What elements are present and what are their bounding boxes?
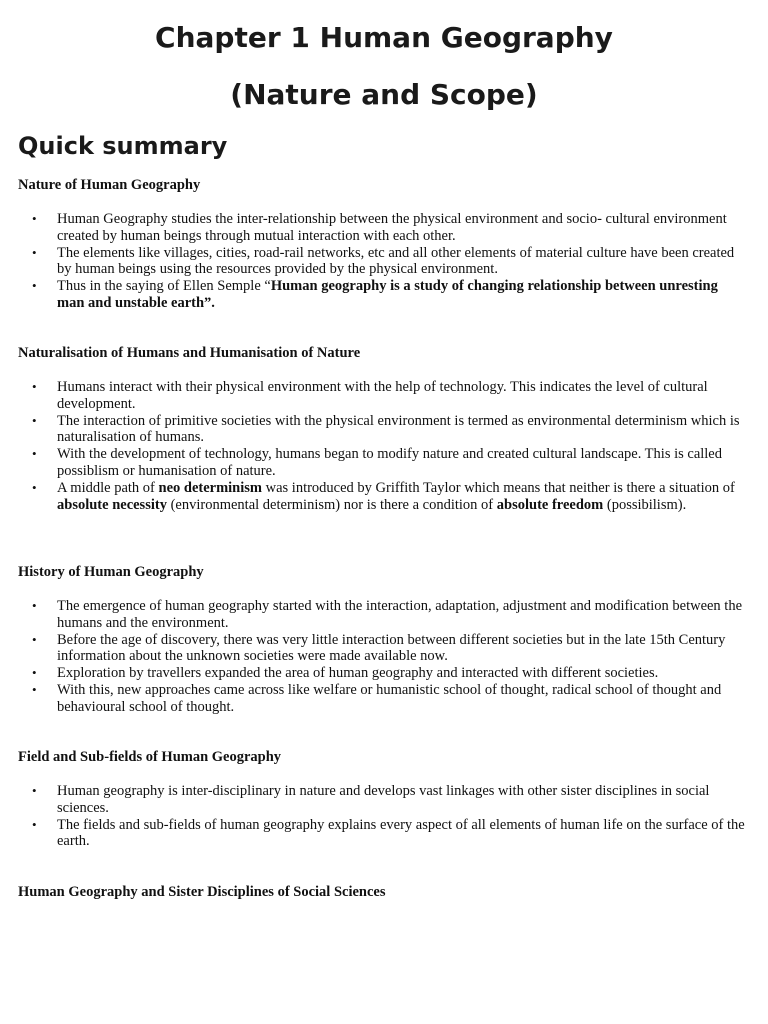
list-item: • Thus in the saying of Ellen Semple “Human geography is a study of changing relationship between unresting man and unstable earth”.	[0, 278, 745, 312]
list-item: • The emergence of human geography started with the interaction, adaptation, adjustment and modification between the humans and the environment.	[0, 598, 745, 632]
semple-quote: Human geography is a study of changing relationship between unresting man and unstable earth”.	[57, 278, 718, 311]
list-item: • Exploration by travellers expanded the area of human geography and interacted with different societies.	[0, 665, 745, 682]
list-item: • Human Geography studies the inter-relationship between the physical environment and socio- cultural environment created by human beings through mutual interaction with each other.	[0, 211, 745, 245]
bullet-list-fields	[0, 783, 745, 850]
term-absolute-necessity: absolute necessity	[57, 496, 167, 513]
section-title-naturalisation: Naturalisation of Humans and Humanisation of Nature	[18, 345, 361, 361]
list-item: • The fields and sub-fields of human geography explains every aspect of all elements of human life on the surface of the earth.	[0, 817, 745, 851]
list-item: • The elements like villages, cities, road-rail networks, etc and all other elements of material culture have been created by human beings using the resources provided by the physical environment.	[0, 245, 745, 279]
list-item: • Humans interact with their physical environment with the help of technology. This indicates the level of cultural development.	[0, 379, 745, 413]
list-item: • A middle path of neo determinism was introduced by Griffith Taylor which means that neither is there a situation of absolute necessity (environmental determinism) nor is there a condition of absolute freedom (possibilism).	[0, 480, 745, 514]
list-item: • With this, new approaches came across like welfare or humanistic school of thought, radical school of thought and behavioural school of thought.	[0, 682, 745, 716]
bullet-list-naturalisation	[0, 379, 745, 513]
chapter-title: Chapter 1 Human Geography	[155, 21, 613, 54]
chapter-subtitle: (Nature and Scope)	[230, 78, 538, 111]
bullet-list-nature	[0, 211, 745, 312]
list-item: • The interaction of primitive societies with the physical environment is termed as environmental determinism which is naturalisation of humans.	[0, 413, 745, 447]
section-title-fields: Field and Sub-fields of Human Geography	[18, 749, 282, 765]
section-title-sister-disciplines: Human Geography and Sister Disciplines of Social Sciences	[18, 884, 386, 900]
section-title-nature: Nature of Human Geography	[18, 177, 201, 193]
section-title-history: History of Human Geography	[18, 564, 204, 580]
list-item: • Human geography is inter-disciplinary in nature and develops vast linkages with other sister disciplines in social sciences.	[0, 783, 745, 817]
quick-summary-heading: Quick summary	[18, 132, 228, 160]
term-absolute-freedom: absolute freedom	[496, 496, 604, 513]
list-item: • Before the age of discovery, there was very little interaction between different societies but in the late 15th Century information about the unknown societies were made available now.	[0, 632, 745, 666]
bullet-list-history	[0, 598, 745, 716]
term-neo-determinism: neo determinism	[158, 479, 262, 496]
list-item: • With the development of technology, humans began to modify nature and created cultural landscape. This is called possiblism or humanisation of nature.	[0, 446, 745, 480]
